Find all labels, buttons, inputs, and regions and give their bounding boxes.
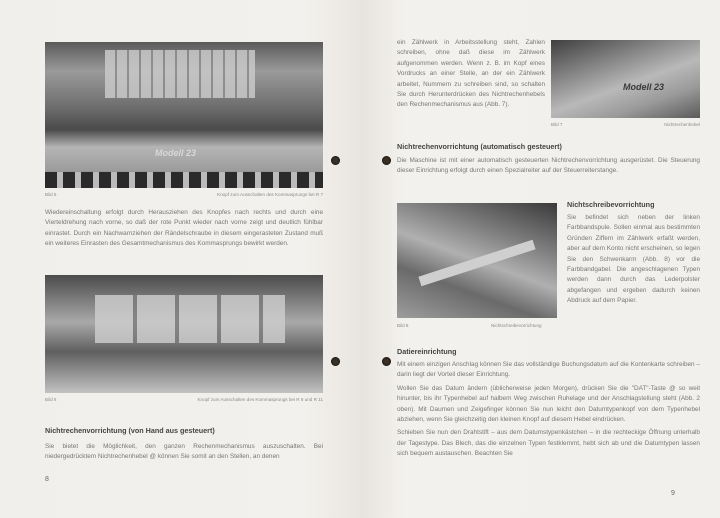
figure-5-photo [45, 42, 323, 188]
figure-6-caption: Knopf zum Ausschalten des Kommasprungs bei R 8 und R 11 [197, 397, 323, 402]
body-paragraph: Sie bietet die Möglichkeit, den ganzen Rechenmechanismus auszuschalten. Bei niedergedrücktem Nichtrechenhebel @ können Sie somit an den Stellen, an denen [45, 443, 323, 461]
figure-8-caption: Nichtschreibevorrichtung [491, 323, 542, 328]
page-number: 8 [45, 476, 49, 483]
body-paragraph: Schieben Sie nun den Drahtstift – aus dem Datumstypenkästchen – in die rechteckige Öffnung unterhalb der Tagestype. Das Blech, das die einzelnen Typen festklemmt, hebt sich ab und die Datumtypen lassen sich bequem austauschen. Beachten Sie [397, 429, 700, 458]
punch-hole [331, 156, 340, 165]
section-heading: Nichtrechenvorrichtung (von Hand aus gesteuert) [45, 426, 215, 435]
model-plate: Modell 23 [155, 148, 197, 158]
figure-7-photo [551, 40, 700, 118]
body-paragraph: ein Zählwerk in Arbeitsstellung steht, Zahlen schreiben, ohne daß diese im Zählwerk aufgenommen werden. Wenn z. B. im Kopf eines Vordrucks an einer Stelle, an der ein Zählwerk arbeitet, Nummern zu schreiben sind, so schalten Sie durch Herunterdrücken des Nichtrechenhebels den Rechenmechanismus aus (Abb. 7). [397, 39, 545, 109]
figure-6-label: Bild 6 [45, 397, 57, 402]
figure-8-label: Bild 8 [397, 323, 409, 328]
body-paragraph: Wollen Sie das Datum ändern (üblicherweise jeden Morgen), drücken Sie die "DAT"-Taste @ so weit hinunter, bis ihr Typenhebel auf halbem Weg zwischen Ruhelage und der Anschlagstellung steht (Abb. 2 oben). Mit Daumen und Zeigefinger können Sie nun leicht den Datumtypenkopf von dem Typenhebel abziehen, wenn Sie gleichzeitig den kleinen Knopf auf diesem Hebel eindrücken. [397, 384, 700, 424]
section-heading: Nichtschreibevorrichtung [567, 200, 655, 209]
body-paragraph: Wiedereinschaltung erfolgt durch Herausziehen des Knopfes nach rechts und durch eine Vierteldrehung nach vorne, so daß der rote Punkt wieder nach vorne zeigt und deutlich fühlbar einrastet. Durch ein Nachwarnziehen der Rändelschraube in diesem eingerasteten Zustand muß ein weiteres Einrasten des Gesamtmechanismus des Kommasprungs bewirkt werden. [45, 209, 323, 248]
figure-5-label: Bild 5 [45, 192, 57, 197]
punch-hole [382, 156, 391, 165]
figure-8-photo [397, 203, 557, 318]
punch-hole [331, 357, 340, 366]
section-heading: Nichtrechenvorrichtung (automatisch gesteuert) [397, 142, 562, 151]
figure-7-caption: Nichtrechenhebel [664, 122, 700, 127]
punch-hole [382, 357, 391, 366]
figure-6-photo [45, 275, 323, 393]
right-page [360, 0, 720, 518]
section-heading: Datiereinrichtung [397, 347, 457, 356]
body-paragraph: Mit einem einzigen Anschlag können Sie das vollständige Buchungsdatum auf die Kontenkarte schreiben – darin liegt der Vorteil dieser Einrichtung. [397, 361, 700, 379]
figure-5-caption: Knopf zum Ausschalten des Kommasprungs bei R 7 [217, 192, 323, 197]
body-paragraph: Sie befindet sich neben der linken Farbbandspule. Sollen einmal aus bestimmten Gründen Ziffern im Zählwerk erfaßt werden, aber auf dem Konto nicht erscheinen, so legen Sie den Schwenkarm (Abb. 8) vor die Farbbandgabel. Die angeschlagenen Typen werden dann durch das Lederpolster abgefangen und ergeben dadurch keinen Abdruck auf dem Papier. [567, 214, 700, 305]
body-paragraph: Die Maschine ist mit einer automatisch gesteuerten Nichtrechenvorrichtung ausgerüstet. Die Steuerung dieser Einrichtung erfolgt durch einen Spezialreiter auf der Steuerreiterstange. [397, 157, 700, 175]
figure-7-label: Bild 7 [551, 122, 563, 127]
model-plate: Modell 23 [623, 82, 665, 92]
page-number: 9 [671, 490, 675, 497]
